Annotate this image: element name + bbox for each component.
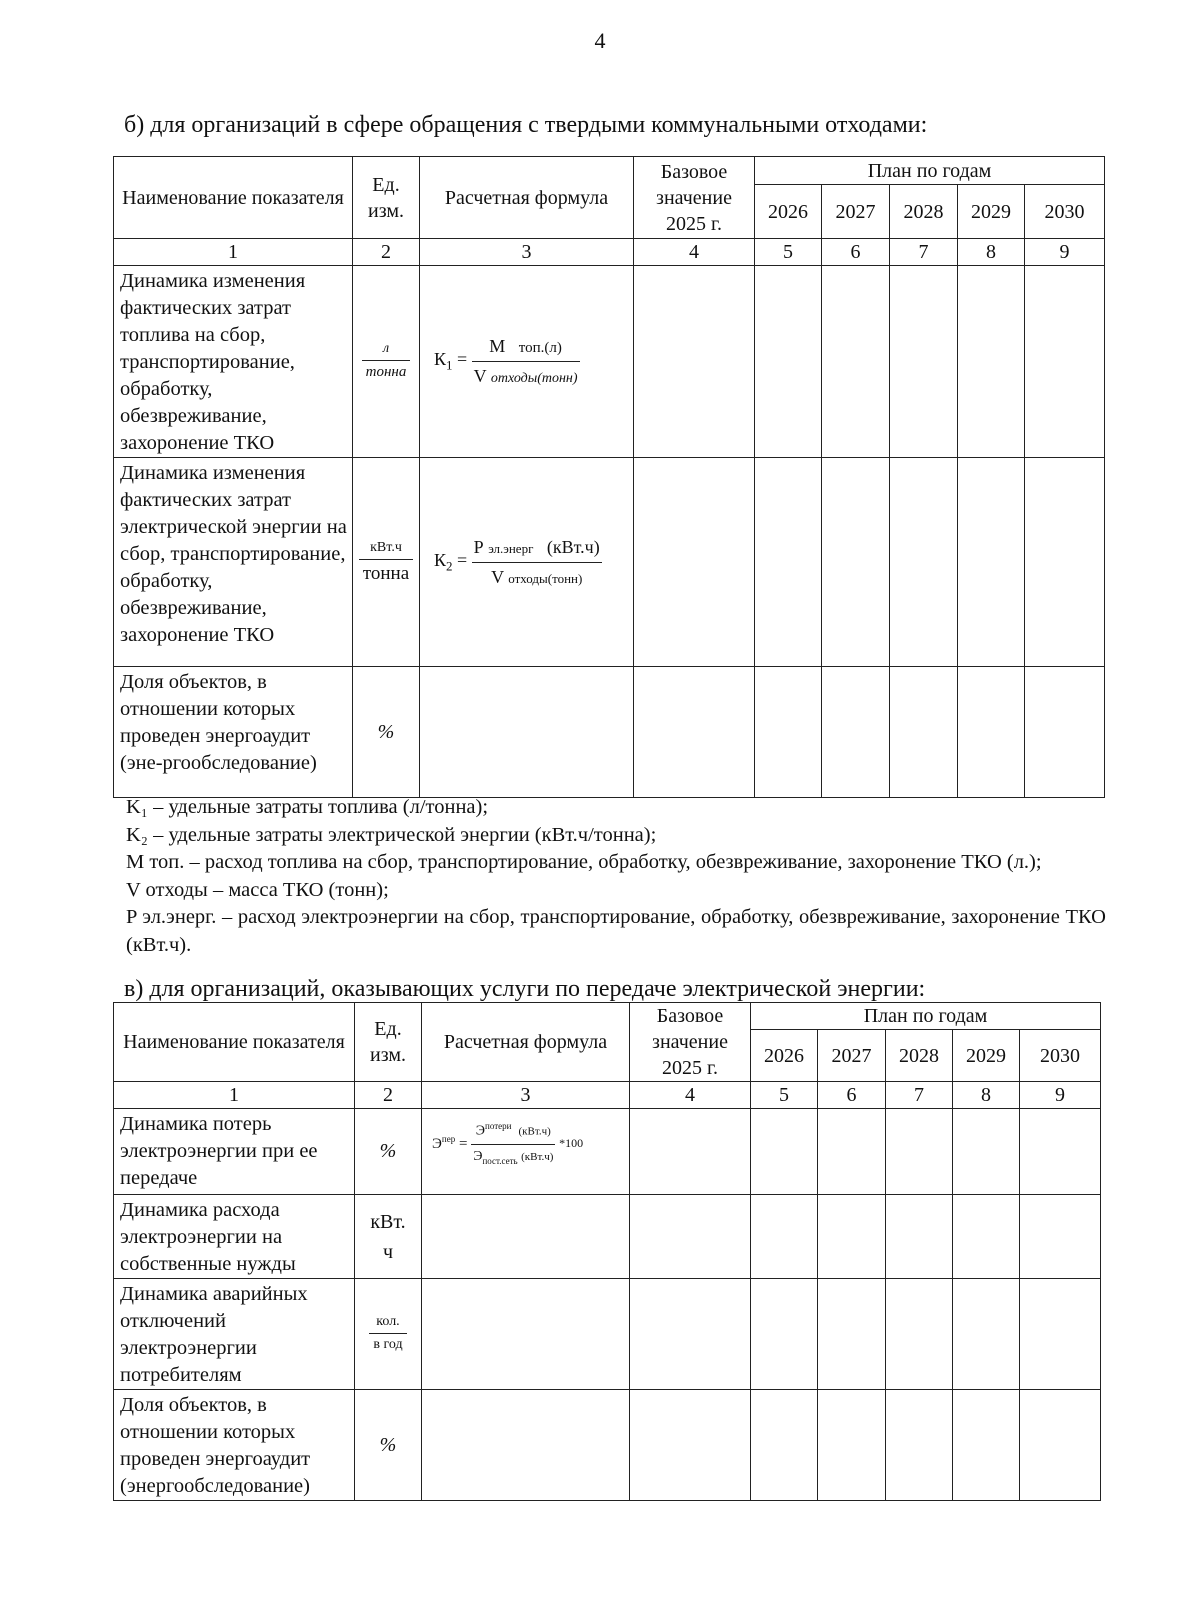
plan-cell	[1025, 266, 1105, 458]
legend-item: M топ. – расход топлива на сбор, транспортирование, обработку, обезвреживание, захоронение ТКО (л.);	[126, 851, 1042, 873]
header-unit: Ед. изм.	[353, 157, 420, 239]
plan-cell	[822, 266, 890, 458]
plan-cell	[890, 266, 958, 458]
header-year: 2026	[755, 185, 822, 239]
formula-lhs: $К_1$ =	[434, 349, 468, 373]
plan-cell	[751, 1279, 818, 1390]
page-number: 4	[594, 28, 606, 53]
unit-line: ч	[382, 1240, 394, 1263]
header-year: 2027	[818, 1030, 886, 1082]
formula-lhs: $Э^{пер}$ =	[432, 1133, 468, 1152]
unit-cell	[355, 1195, 422, 1279]
plan-cell	[1020, 1195, 1101, 1279]
table-row	[114, 1195, 1101, 1279]
unit-cell: %	[355, 1390, 422, 1501]
header-unit: Ед. изм.	[355, 1003, 422, 1082]
unit-numerator: кол.	[369, 1314, 406, 1334]
power-transmission-indicators-table	[113, 1002, 1101, 1501]
plan-cell	[1020, 1109, 1101, 1195]
unit-denominator: тонна	[365, 364, 407, 380]
plan-cell	[886, 1390, 953, 1501]
plan-cell	[1025, 458, 1105, 667]
plan-cell	[953, 1390, 1020, 1501]
header-base-value: Базовое значение 2025 г.	[630, 1003, 751, 1082]
column-number: 3	[422, 1082, 630, 1109]
indicator-name: Доля объектов, в отношении которых проведен энергоаудит (энергообследование)	[114, 1390, 355, 1501]
legend-item: P эл.энерг. – расход электроэнергии на сбор, транспортирование, обработку, обезвреживание, захоронение ТКО (кВт.ч).	[126, 906, 1106, 956]
indicator-name: Динамика расхода электроэнергии на собственные нужды	[114, 1195, 355, 1279]
plan-cell	[755, 667, 822, 798]
table-row	[114, 667, 1105, 798]
base-value-cell	[634, 458, 755, 667]
formula-fraction: $\frac{\text{М топ.(л)}}{\text{V отходы(тонн)}}$	[473, 336, 578, 386]
plan-cell	[1020, 1390, 1101, 1501]
header-year: 2029	[953, 1030, 1020, 1082]
unit-line: кВт.	[370, 1210, 406, 1233]
unit-fraction	[362, 341, 411, 381]
column-number: 3	[420, 239, 634, 266]
header-year: 2027	[822, 185, 890, 239]
column-number: 9	[1020, 1082, 1101, 1109]
base-value-cell	[630, 1195, 751, 1279]
column-number: 1	[114, 239, 353, 266]
plan-cell	[958, 266, 1025, 458]
unit-cell	[353, 266, 420, 458]
unit-cell	[353, 458, 420, 667]
unit-cell: %	[353, 667, 420, 798]
column-number: 7	[886, 1082, 953, 1109]
plan-cell	[958, 667, 1025, 798]
indicator-name: Динамика потерь электроэнергии при ее передаче	[114, 1109, 355, 1195]
column-number: 5	[755, 239, 822, 266]
plan-cell	[755, 458, 822, 667]
plan-cell	[890, 458, 958, 667]
plan-cell	[886, 1279, 953, 1390]
plan-cell	[818, 1109, 886, 1195]
unit-fraction	[359, 540, 413, 585]
base-value-cell	[630, 1390, 751, 1501]
formula-fraction: $\frac{Э^{потери} (кВт.ч)}{Э_{пост.сеть} (кВт.ч)}$	[473, 1121, 554, 1166]
column-number: 6	[818, 1082, 886, 1109]
header-formula: Расчетная формула	[422, 1003, 630, 1082]
column-number: 2	[355, 1082, 422, 1109]
unit-numerator: кВт.ч	[359, 540, 413, 560]
plan-cell	[818, 1195, 886, 1279]
plan-cell	[818, 1279, 886, 1390]
plan-cell	[751, 1390, 818, 1501]
section-v-heading: в) для организаций, оказывающих услуги по передаче электрической энергии:	[124, 976, 926, 1002]
header-year: 2029	[958, 185, 1025, 239]
legend-definitions	[126, 794, 1106, 959]
unit-denominator: тонна	[362, 562, 410, 584]
legend-item: K₂ – удельные затраты электрической энергии (кВт.ч/тонна);	[126, 823, 657, 846]
table-row	[114, 458, 1105, 667]
table-row	[114, 266, 1105, 458]
header-year: 2028	[886, 1030, 953, 1082]
header-formula: Расчетная формула	[420, 157, 634, 239]
base-value-cell	[630, 1279, 751, 1390]
plan-cell	[953, 1195, 1020, 1279]
column-number: 4	[634, 239, 755, 266]
plan-cell	[1025, 667, 1105, 798]
plan-cell	[1020, 1279, 1101, 1390]
unit-numerator: л	[362, 341, 411, 361]
formula-cell	[422, 1279, 630, 1390]
unit-cell	[355, 1279, 422, 1390]
header-year: 2028	[890, 185, 958, 239]
formula-cell	[420, 667, 634, 798]
indicator-name: Динамика изменения фактических затрат топлива на сбор, транспортирование, обработку, обезвреживание, захоронение ТКО	[114, 266, 353, 458]
formula-fraction: $\frac{\text{Р эл.энерг (кВт.ч)}}{\text{V отходы(тонн)}}$	[473, 536, 600, 587]
header-year: 2030	[1020, 1030, 1101, 1082]
formula-cell	[420, 266, 634, 458]
formula-cell	[420, 458, 634, 667]
column-number: 7	[890, 239, 958, 266]
base-value-cell	[634, 667, 755, 798]
plan-cell	[751, 1195, 818, 1279]
indicator-name: Динамика аварийных отключений электроэнергии потребителям	[114, 1279, 355, 1390]
plan-cell	[751, 1109, 818, 1195]
plan-cell	[822, 458, 890, 667]
header-plan-by-years: План по годам	[751, 1003, 1101, 1030]
plan-cell	[953, 1279, 1020, 1390]
header-base-value: Базовое значение 2025 г.	[634, 157, 755, 239]
header-year: 2026	[751, 1030, 818, 1082]
table-row	[114, 1390, 1101, 1501]
base-value-cell	[634, 266, 755, 458]
legend-item: K₁ – удельные затраты топлива (л/тонна);	[126, 796, 489, 818]
header-name: Наименование показателя	[114, 1003, 355, 1082]
column-number: 5	[751, 1082, 818, 1109]
formula-multiplier: *100	[559, 1135, 584, 1150]
column-number: 2	[353, 239, 420, 266]
header-name: Наименование показателя	[114, 157, 353, 239]
legend-item: V отходы – масса ТКО (тонн);	[126, 878, 389, 901]
plan-cell	[958, 458, 1025, 667]
plan-cell	[822, 667, 890, 798]
formula-cell	[422, 1195, 630, 1279]
plan-cell	[755, 266, 822, 458]
formula-cell	[422, 1390, 630, 1501]
column-number: 9	[1025, 239, 1105, 266]
plan-cell	[886, 1195, 953, 1279]
tko-indicators-table	[113, 156, 1105, 798]
table-row	[114, 1109, 1101, 1195]
column-number: 8	[958, 239, 1025, 266]
column-number: 1	[114, 1082, 355, 1109]
base-value-cell	[630, 1109, 751, 1195]
unit-cell: %	[355, 1109, 422, 1195]
formula-cell	[422, 1109, 630, 1195]
indicator-name: Динамика изменения фактических затрат электрической энергии на сбор, транспортирование, обработку, обезвреживание, захоронение ТКО	[114, 458, 353, 667]
plan-cell	[953, 1109, 1020, 1195]
section-b-heading: б) для организаций в сфере обращения с твердыми коммунальными отходами:	[124, 112, 928, 138]
column-number: 6	[822, 239, 890, 266]
plan-cell	[886, 1109, 953, 1195]
column-number: 8	[953, 1082, 1020, 1109]
indicator-name: Доля объектов, в отношении которых проведен энергоаудит (эне-ргообследование)	[114, 667, 353, 798]
header-plan-by-years: План по годам	[755, 157, 1105, 185]
unit-denominator: в год	[373, 1337, 403, 1352]
unit-fraction	[369, 1314, 406, 1353]
plan-cell	[890, 667, 958, 798]
header-year: 2030	[1025, 185, 1105, 239]
plan-cell	[818, 1390, 886, 1501]
formula-lhs: $К_2$ =	[434, 549, 468, 574]
table-row	[114, 1279, 1101, 1390]
column-number: 4	[630, 1082, 751, 1109]
